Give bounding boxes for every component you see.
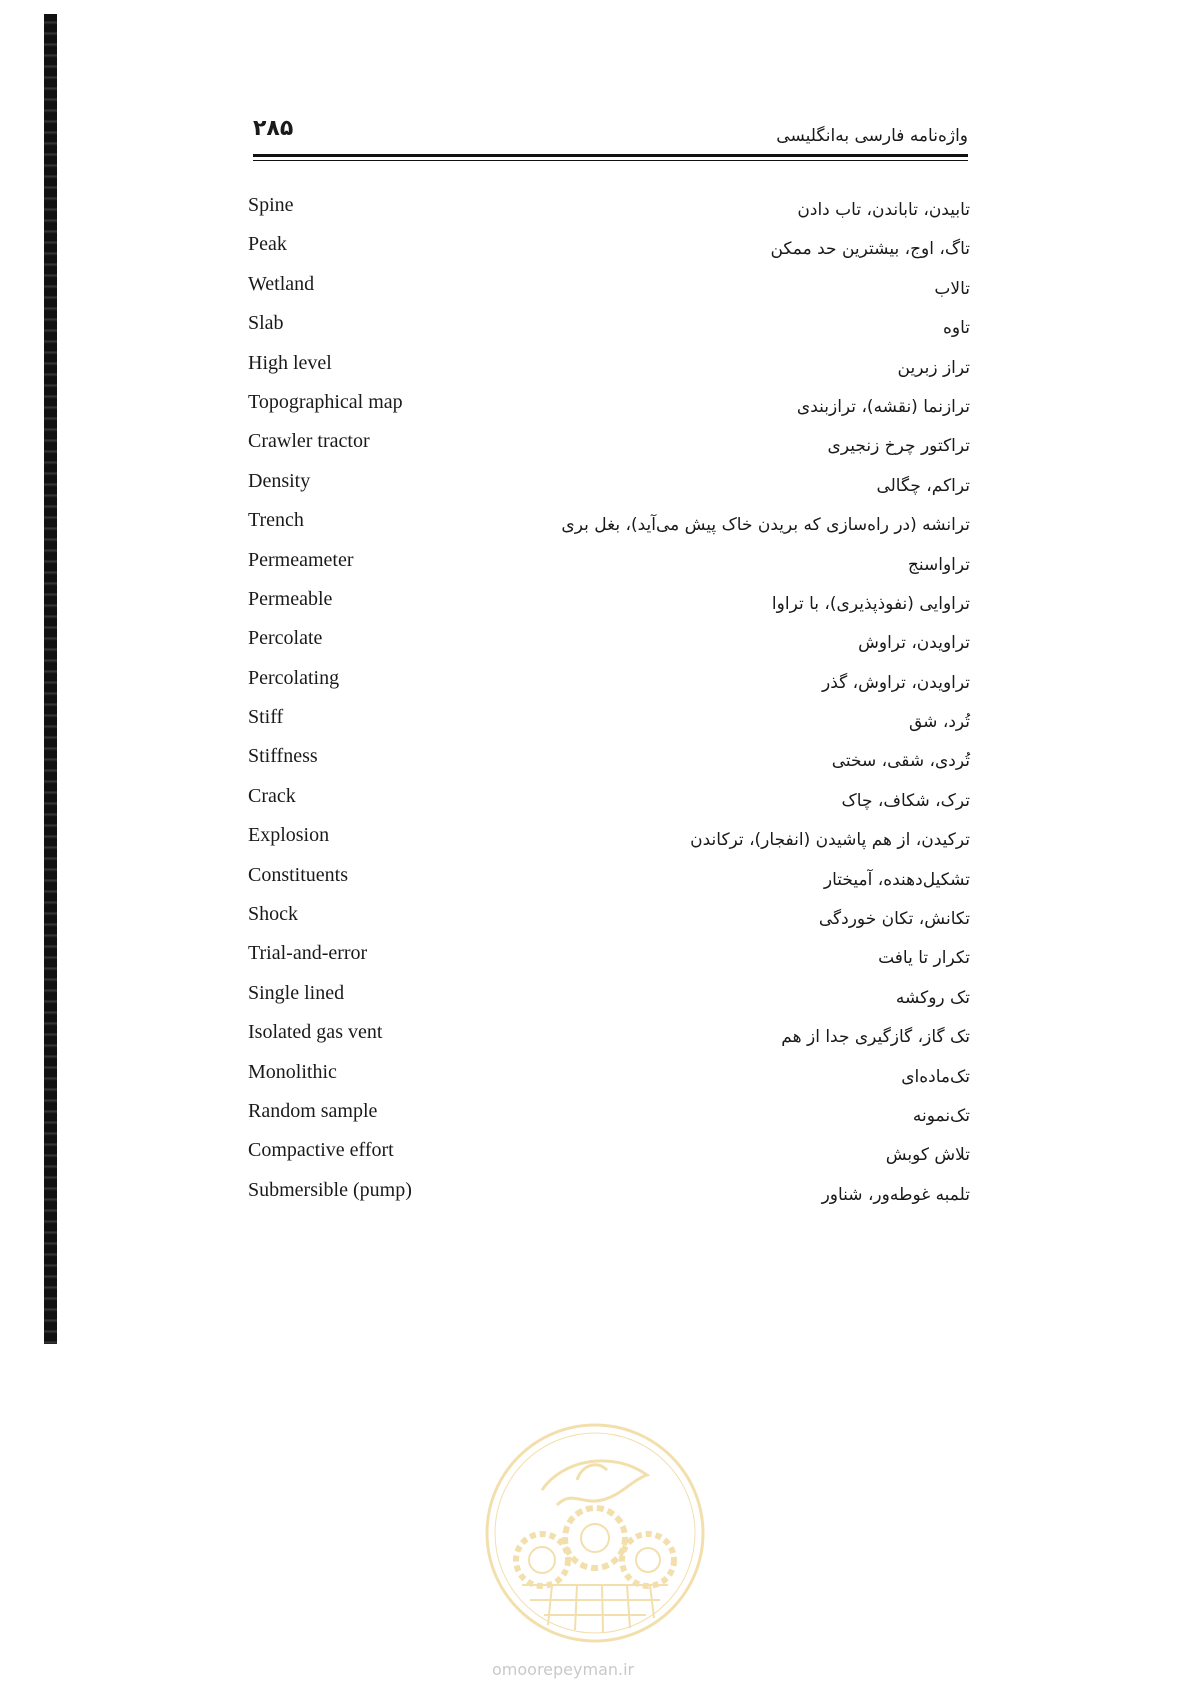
persian-term: تکانش، تکان خوردگی	[818, 909, 970, 930]
persian-term: تک روکشه	[895, 987, 970, 1008]
glossary-entry	[248, 745, 970, 784]
glossary-entry	[248, 391, 970, 430]
glossary-entry	[248, 824, 970, 863]
english-term: Constituents	[248, 863, 349, 886]
english-term: Crack	[248, 784, 296, 807]
persian-term: ترازنما (نقشه)، ترازبندی	[796, 396, 970, 417]
english-term: Compactive effort	[248, 1139, 394, 1162]
header-rule-thin	[253, 160, 968, 161]
glossary-entry	[248, 233, 970, 272]
english-term: Isolated gas vent	[248, 1021, 383, 1044]
english-term: Density	[248, 469, 311, 492]
english-term: Trial-and-error	[248, 942, 368, 965]
persian-term: تلاش کوبش	[885, 1145, 970, 1166]
glossary-entry	[248, 785, 970, 824]
glossary-entry	[248, 667, 970, 706]
persian-term: تاوه	[942, 318, 970, 339]
persian-term: تراز زبرین	[897, 357, 970, 378]
english-term: Trench	[248, 509, 304, 532]
glossary-entry	[248, 352, 970, 391]
persian-term: تک‌ماده‌ای	[901, 1066, 970, 1087]
running-title: واژه‌نامه فارسی به‌انگلیسی	[776, 126, 968, 146]
persian-term: ترک، شکاف، چاک	[841, 790, 970, 811]
persian-term: تراویدن، تراوش	[858, 633, 970, 654]
glossary-entries	[248, 194, 970, 1218]
persian-term: تابیدن، تاباندن، تاب دادن	[797, 200, 970, 220]
watermark-url: omoorepeyman.ir	[492, 1660, 635, 1679]
english-term: High level	[248, 351, 332, 374]
glossary-entry	[248, 1100, 970, 1139]
header-rule-thick	[253, 154, 968, 157]
glossary-entry	[248, 982, 970, 1021]
glossary-entry	[248, 509, 970, 548]
english-term: Monolithic	[248, 1060, 337, 1083]
english-term: Slab	[248, 312, 284, 335]
persian-term: تراویدن، تراوش، گذر	[822, 672, 970, 693]
english-term: Shock	[248, 903, 298, 926]
english-term: Single lined	[248, 981, 345, 1004]
persian-term: تلمبه غوطه‌ور، شناور	[821, 1184, 970, 1205]
persian-term: تُرد، شق	[909, 712, 970, 733]
persian-term: تراوایی (نفوذپذیری)، با تراوا	[771, 593, 970, 614]
persian-term: تالاب	[934, 278, 970, 299]
persian-term: تکرار تا یافت	[878, 948, 970, 969]
glossary-entry	[248, 549, 970, 588]
english-term: Submersible (pump)	[248, 1178, 412, 1201]
watermark-seal-logo	[482, 1420, 708, 1646]
english-term: Peak	[248, 233, 287, 256]
english-term: Random sample	[248, 1099, 378, 1122]
glossary-entry	[248, 1179, 970, 1218]
persian-term: تاگ، اوج، بیشترین حد ممکن	[770, 239, 970, 260]
glossary-entry	[248, 588, 970, 627]
glossary-entry	[248, 1061, 970, 1100]
glossary-entry	[248, 430, 970, 469]
persian-term: تراواسنج	[907, 554, 970, 575]
glossary-entry	[248, 942, 970, 981]
glossary-entry	[248, 470, 970, 509]
english-term: Crawler tractor	[248, 430, 370, 453]
english-term: Topographical map	[248, 390, 403, 413]
english-term: Permeameter	[248, 548, 354, 571]
glossary-entry	[248, 864, 970, 903]
glossary-entry	[248, 1139, 970, 1178]
english-term: Stiffness	[248, 745, 318, 768]
page-number: ۲۸۵	[253, 116, 294, 141]
english-term: Percolate	[248, 627, 323, 650]
english-term: Permeable	[248, 587, 333, 610]
glossary-entry	[248, 903, 970, 942]
glossary-entry	[248, 627, 970, 666]
persian-term: ترانشه (در راه‌سازی که بریدن خاک پیش می‌آید)، بغل بری	[561, 515, 970, 536]
glossary-entry	[248, 1021, 970, 1060]
english-term: Stiff	[248, 706, 284, 729]
glossary-entry	[248, 706, 970, 745]
english-term: Percolating	[248, 666, 340, 689]
persian-term: تک گاز، گازگیری جدا از هم	[781, 1027, 970, 1048]
glossary-entry	[248, 194, 970, 233]
english-term: Spine	[248, 194, 294, 216]
english-term: Wetland	[248, 272, 315, 295]
persian-term: ترکیدن، از هم پاشیدن (انفجار)، ترکاندن	[690, 830, 970, 851]
persian-term: تراکتور چرخ زنجیری	[827, 436, 970, 457]
glossary-entry	[248, 273, 970, 312]
glossary-entry	[248, 312, 970, 351]
persian-term: تک‌نمونه	[912, 1105, 970, 1126]
english-term: Explosion	[248, 824, 330, 847]
scan-edge-shadow	[44, 14, 57, 1344]
persian-term: تشکیل‌دهنده، آمیختار	[823, 869, 970, 890]
persian-term: تُردی، شقی، سختی	[831, 751, 970, 772]
persian-term: تراکم، چگالی	[876, 475, 970, 496]
